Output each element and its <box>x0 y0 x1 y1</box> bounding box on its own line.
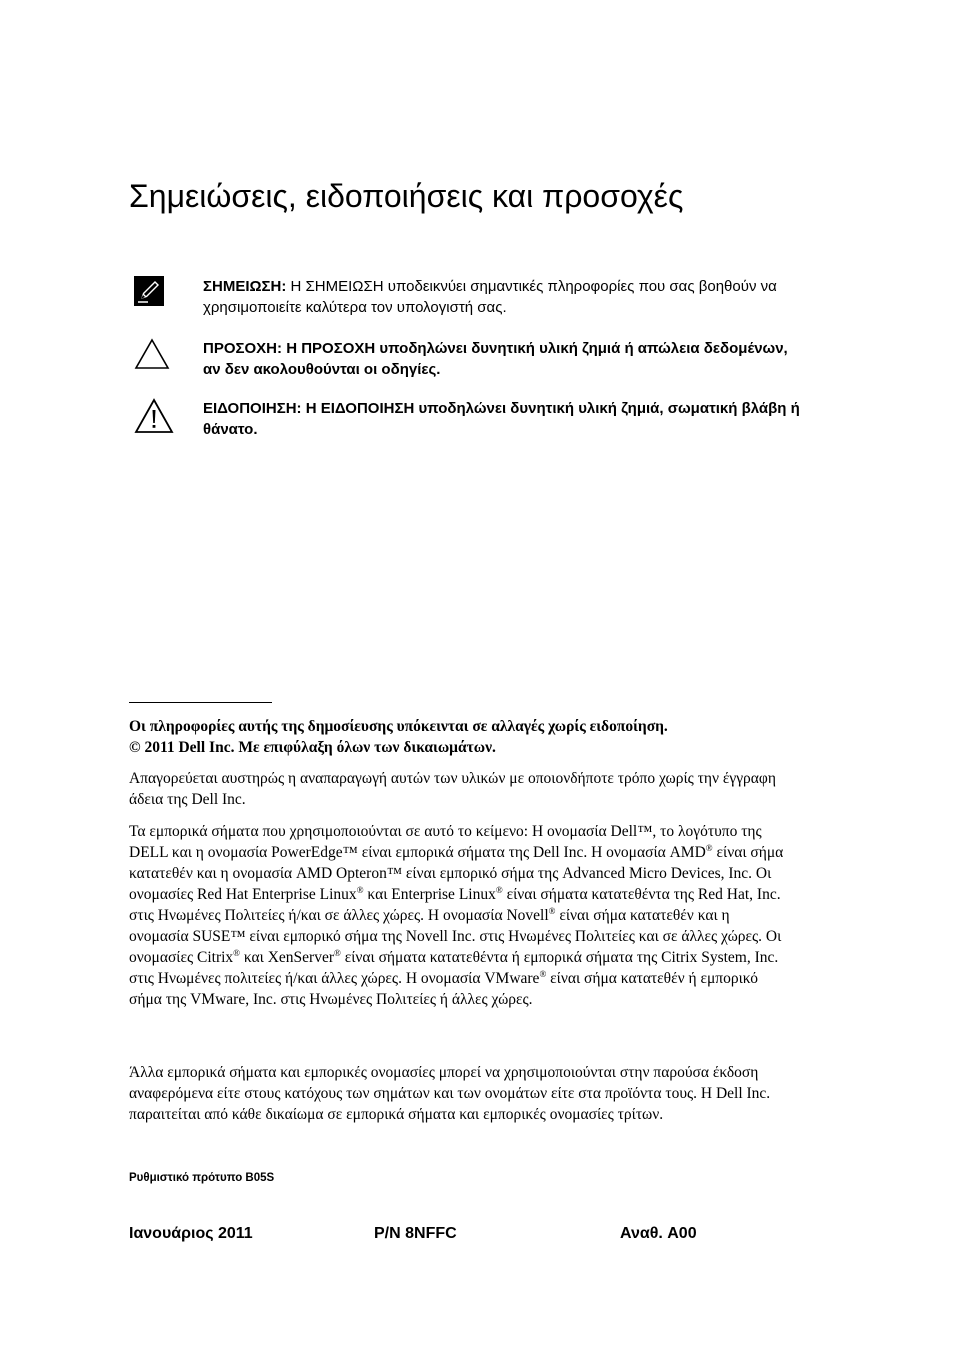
note-body: Η ΣΗΜΕΙΩΣΗ υποδεικνύει σημαντικές πληροφορίες που σας βοηθούν να χρησιμοποιείτε καλύτερα τον υπολογιστή σας. <box>203 278 777 316</box>
registered-mark: ® <box>356 885 364 895</box>
registered-mark: ® <box>548 906 556 916</box>
trademark-text: και Enterprise Linux <box>363 886 496 903</box>
trademarks-paragraph <box>129 821 791 1010</box>
caution-label: ΠΡΟΣΟΧΗ: <box>203 340 283 357</box>
note-text <box>203 276 803 318</box>
caution-text <box>203 338 803 380</box>
page-title: Σημειώσεις, ειδοποιήσεις και προσοχές <box>129 178 684 214</box>
trademark-text: είναι σήμα κατατεθέν και η ονομασία AMD Opteron™ είναι εμπορικό σήμα της Advanced Micro Devices, Inc. Οι ονομασίες Red Hat Enterprise Linux <box>129 844 784 903</box>
footer-revision: Αναθ. A00 <box>620 1225 697 1242</box>
trademark-text: είναι σήμα κατατεθέν ή εμπορικό σήμα της VMware, Inc. στις Ηνωμένες Πολιτείες ή άλλες χώρες. <box>129 970 758 1008</box>
trademark-text: είναι σήμα κατατεθέν και η ονομασία SUSE™ είναι εμπορικό σήμα της Novell Inc. στις Ηνωμένες Πολιτείες και σε άλλες χώρες. Οι ονομασίες Citrix <box>129 907 782 966</box>
note-label: ΣΗΜΕΙΩΣΗ: <box>203 278 287 295</box>
caution-triangle-icon <box>134 338 170 375</box>
trademark-text: Τα εμπορικά σήματα που χρησιμοποιούνται σε αυτό το κείμενο: Η ονομασία Dell™, το λογότυπο της DELL και η ονομασία PowerEdge™ είναι εμπορικά σήματα της Dell Inc. Η ονομασία AMD <box>129 823 762 861</box>
regulatory-model: Ρυθμιστικό πρότυπο B05S <box>129 1172 275 1184</box>
warning-label: ΕΙΔΟΠΟΙΗΣΗ: <box>203 400 302 417</box>
legal-notice <box>129 716 791 758</box>
caution-body: Η ΠΡΟΣΟΧΗ υποδηλώνει δυνητική υλική ζημιά ή απώλεια δεδομένων, αν δεν ακολουθούνται οι οδηγίες. <box>203 340 788 378</box>
note-pencil-icon <box>134 276 166 311</box>
reproduction-notice: Απαγορεύεται αυστηρώς η αναπαραγωγή αυτών των υλικών με οποιονδήποτε τρόπο χωρίς την έγγραφη άδεια της Dell Inc. <box>129 770 776 808</box>
warning-text <box>203 398 803 440</box>
trademark-text: είναι σήματα κατατεθέντα της Red Hat, Inc. στις Ηνωμένες Πολιτείες ή/και σε άλλες χώρες. Η ονομασία Novell <box>129 886 781 924</box>
other-marks-paragraph: Άλλα εμπορικά σήματα και εμπορικές ονομασίες μπορεί να χρησιμοποιούνται στην παρούσα έκδοση αναφερόμενα είτε στους κατόχους των σημάτων και των ονομάτων είτε στα προϊόντα τους. Η Dell Inc. παραιτείται από κάθε δικαίωμα σε εμπορικά σήματα και εμπορικές ονομασίες τρίτων. <box>129 1064 771 1123</box>
footer-part-number: P/N 8NFFC <box>374 1225 457 1242</box>
registered-mark: ® <box>539 969 547 979</box>
footer-date: Ιανουάριος 2011 <box>129 1225 253 1242</box>
registered-mark: ® <box>334 948 341 958</box>
registered-mark: ® <box>495 885 503 895</box>
copyright-notice: © 2011 Dell Inc. Με επιφύλαξη όλων των δικαιωμάτων. <box>129 739 496 756</box>
trademark-text: και XenServer <box>240 949 334 966</box>
registered-mark: ® <box>233 948 240 958</box>
registered-mark: ® <box>705 843 713 853</box>
warning-body: Η ΕΙΔΟΠΟΙΗΣΗ υποδηλώνει δυνητική υλική ζημιά, σωματική βλάβη ή θάνατο. <box>203 400 800 438</box>
footnote-rule <box>129 702 272 703</box>
trademark-text: είναι σήματα κατατεθέντα ή εμπορικά σήματα της Citrix System, Inc. στις Ηνωμένες πολιτείες ή/και άλλες χώρες. Η ονομασία VMware <box>129 949 779 987</box>
change-notice: Οι πληροφορίες αυτής της δημοσίευσης υπόκεινται σε αλλαγές χωρίς ειδοποίηση. <box>129 718 668 735</box>
warning-exclamation-triangle-icon <box>134 398 174 439</box>
